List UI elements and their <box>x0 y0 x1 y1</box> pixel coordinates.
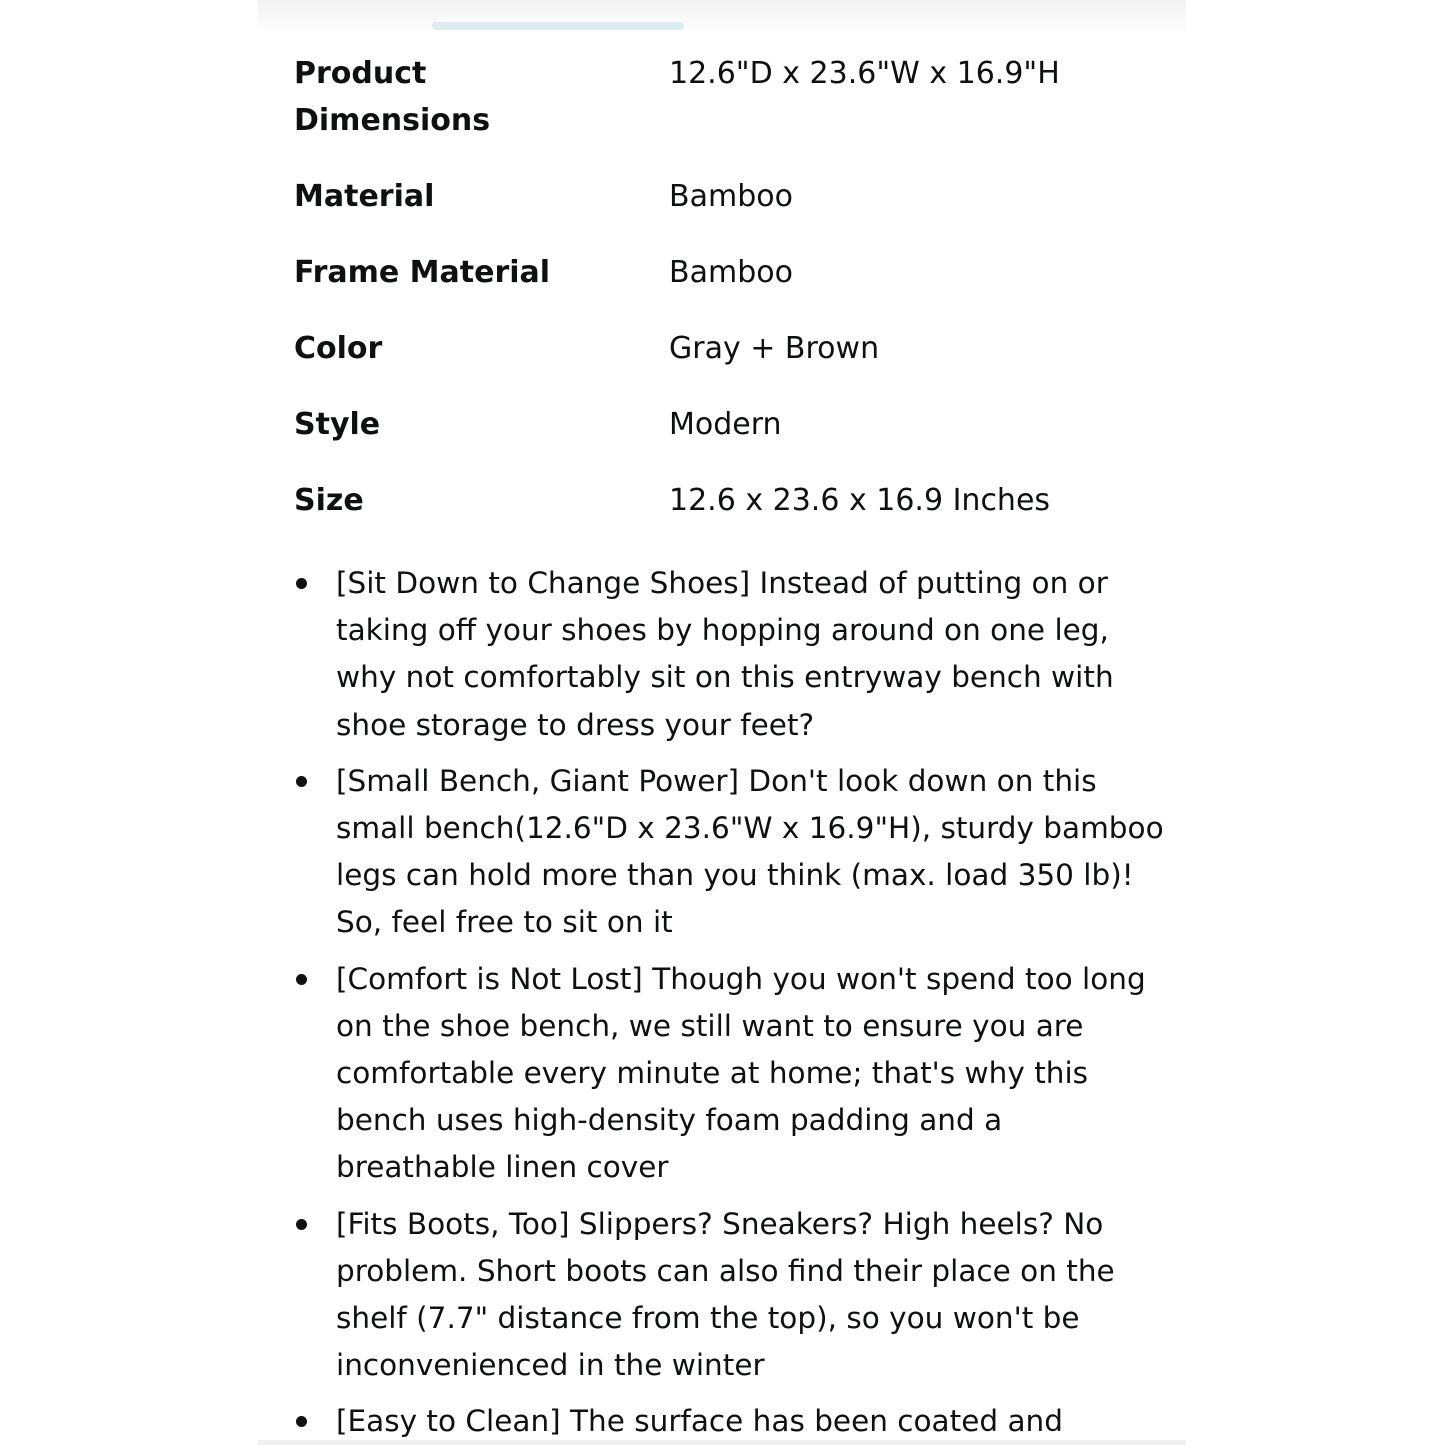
product-specs-table <box>294 50 1154 524</box>
spec-row-product-dimensions <box>294 50 1154 144</box>
feature-bullet-text: [Small Bench, Giant Power] Don't look down on this small bench(12.6"D x 23.6"W x 16.9"H), sturdy bamboo legs can hold more than you think (max. load 350 lb)! So, feel free to sit on it <box>336 763 1164 940</box>
feature-bullet-text: [Comfort is Not Lost] Though you won't spend too long on the shoe bench, we still want to ensure you are comfortable every minute at home; that's why this bench uses high-density foam padding and a breathable linen cover <box>336 961 1146 1185</box>
spec-label: Material <box>294 179 435 214</box>
spec-row-frame-material <box>294 249 1154 296</box>
feature-bullet <box>294 956 1164 1192</box>
bullet-dot-icon <box>296 1219 307 1230</box>
bottom-divider <box>258 1440 1186 1445</box>
spec-label: Style <box>294 407 381 442</box>
feature-bullet <box>294 560 1164 749</box>
spec-label: Size <box>294 483 364 518</box>
bullet-dot-icon <box>296 974 307 985</box>
spec-row-material <box>294 173 1154 220</box>
top-header-shadow <box>258 0 1186 38</box>
bullet-dot-icon <box>296 776 307 787</box>
feature-bullet-text: [Fits Boots, Too] Slippers? Sneakers? High heels? No problem. Short boots can also find their place on the shelf (7.7" distance from the top), so you won't be inconvenienced in the winter <box>336 1206 1115 1383</box>
bullet-dot-icon <box>296 578 307 589</box>
spec-label: Product Dimensions <box>294 56 491 138</box>
spec-value: Bamboo <box>669 255 793 290</box>
feature-bullet-list <box>294 560 1164 1445</box>
bullet-dot-icon <box>296 1416 307 1427</box>
carousel-scroll-indicator[interactable] <box>432 22 684 30</box>
spec-value: 12.6"D x 23.6"W x 16.9"H <box>669 56 1060 91</box>
spec-value: Gray + Brown <box>669 331 880 366</box>
feature-bullet <box>294 758 1164 947</box>
spec-row-color <box>294 325 1154 372</box>
feature-bullet-text: [Easy to Clean] The surface has been coated and <box>336 1404 1063 1439</box>
feature-bullet-text: [Sit Down to Change Shoes] Instead of putting on or taking off your shoes by hopping around on one leg, why not comfortably sit on this entryway bench with shoe storage to dress your feet? <box>336 566 1114 742</box>
feature-bullet <box>294 1398 1164 1445</box>
spec-row-size <box>294 477 1154 524</box>
spec-value: 12.6 x 23.6 x 16.9 Inches <box>669 483 1051 518</box>
spec-label: Color <box>294 331 383 366</box>
spec-label: Frame Material <box>294 255 551 290</box>
spec-row-style <box>294 401 1154 448</box>
feature-bullet <box>294 1201 1164 1390</box>
spec-value: Modern <box>669 407 782 442</box>
spec-value: Bamboo <box>669 179 793 214</box>
